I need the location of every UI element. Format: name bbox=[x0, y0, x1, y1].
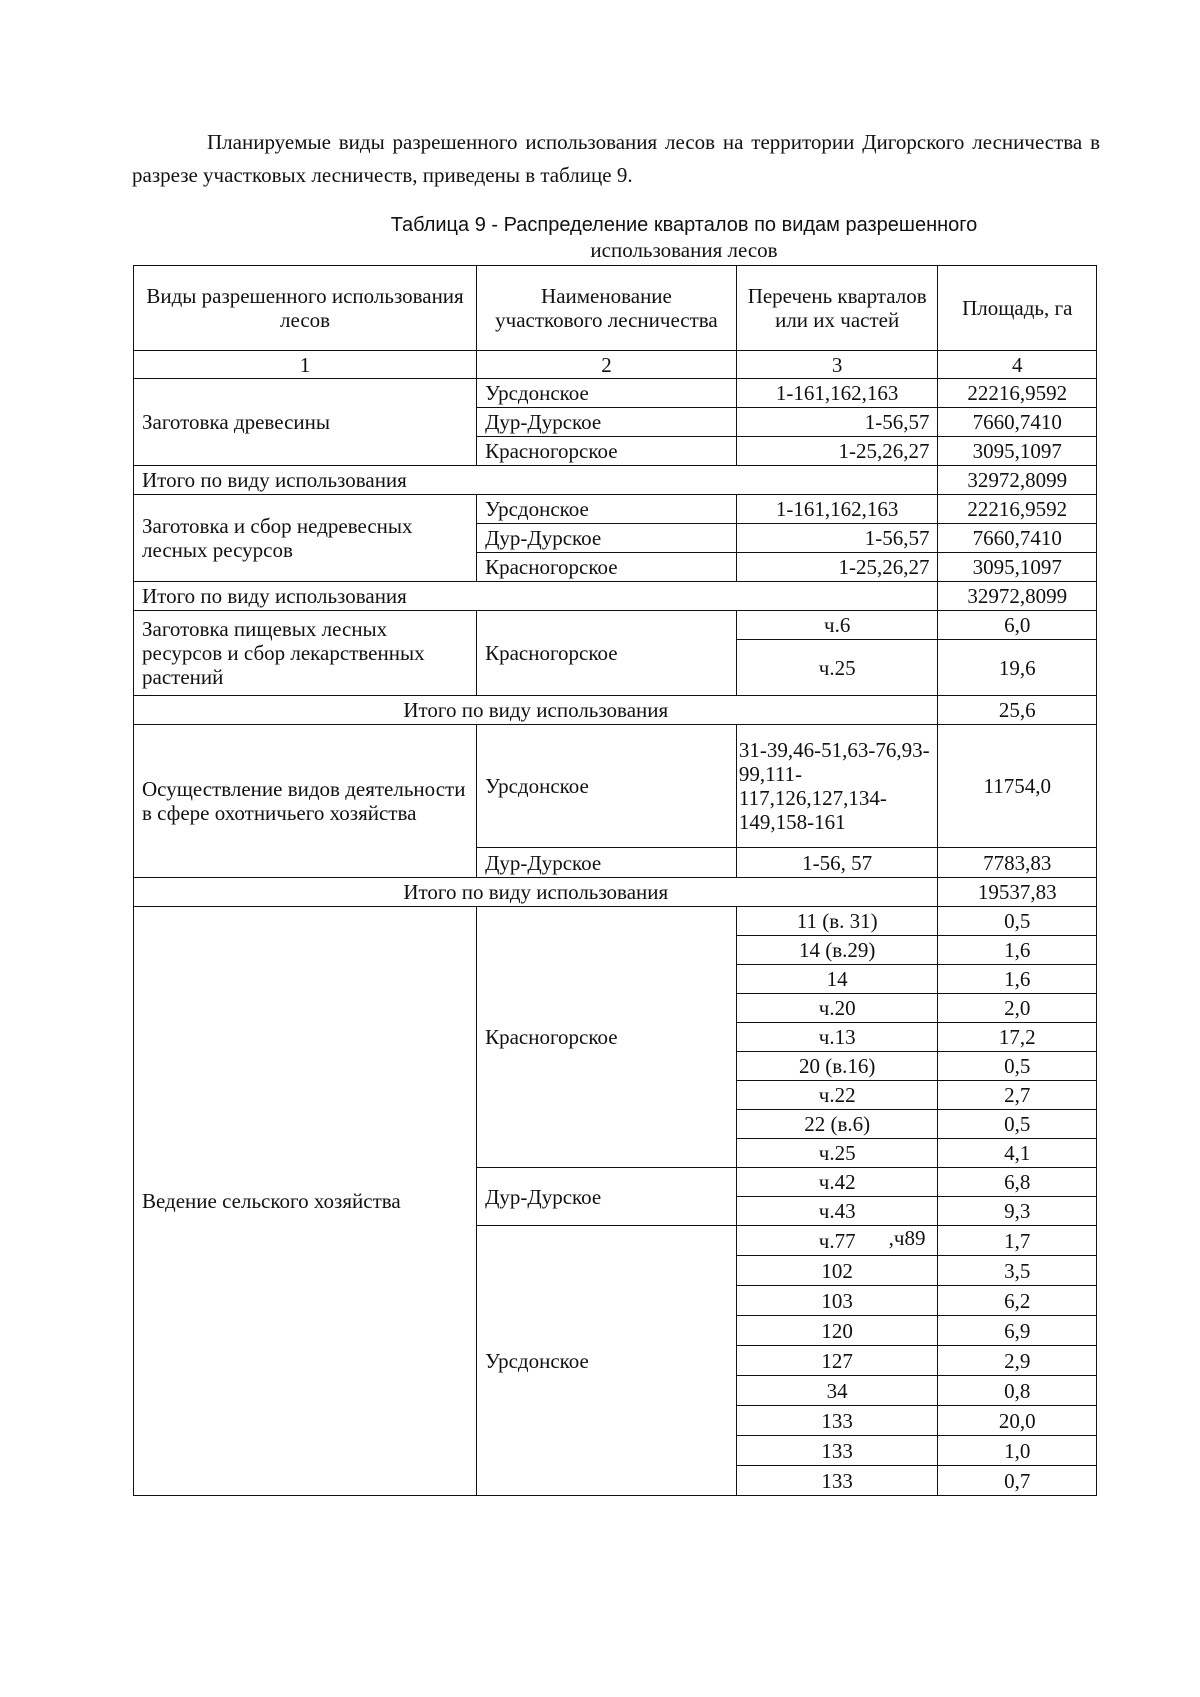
use-type-cell: Заготовка древесины bbox=[134, 379, 477, 466]
caption-prefix: Таблица 9 - bbox=[390, 214, 504, 236]
quarters-cell: 103 bbox=[736, 1286, 938, 1316]
quarters-cell: 1-161,162,163 bbox=[736, 379, 938, 408]
quarters-cell: 133 bbox=[736, 1406, 938, 1436]
area-cell: 22216,9592 bbox=[938, 495, 1097, 524]
total-value: 25,6 bbox=[938, 696, 1097, 725]
header-use-type: Виды разрешенного использования лесов bbox=[134, 266, 477, 351]
area-cell: 0,7 bbox=[938, 1466, 1097, 1496]
quarters-cell: 11 (в. 31) bbox=[736, 907, 938, 936]
caption-title-line1: Распределение кварталов по видам разрешенного bbox=[503, 214, 978, 236]
quarters-cell: 1-25,26,27 bbox=[736, 437, 938, 466]
total-value: 32972,8099 bbox=[938, 582, 1097, 611]
quarters-cell: ч.43 bbox=[736, 1197, 938, 1226]
quarters-cell: 1-56, 57 bbox=[736, 848, 938, 878]
area-cell: 22216,9592 bbox=[938, 379, 1097, 408]
forestry-cell: Красногорское bbox=[477, 611, 737, 696]
table-row bbox=[134, 725, 1097, 848]
total-value: 32972,8099 bbox=[938, 466, 1097, 495]
col-number: 2 bbox=[477, 351, 737, 379]
quarters-cell: 20 (в.16) bbox=[736, 1052, 938, 1081]
area-cell: 6,9 bbox=[938, 1316, 1097, 1346]
area-cell: 19,6 bbox=[938, 640, 1097, 696]
header-quarters: Перечень кварталов или их частей bbox=[736, 266, 938, 351]
quarters-cell: 127 bbox=[736, 1346, 938, 1376]
quarters-cell: 1-56,57 bbox=[736, 408, 938, 437]
forestry-cell: Красногорское bbox=[477, 553, 737, 582]
use-type-cell: Заготовка и сбор недревесных лесных ресурсов bbox=[134, 495, 477, 582]
forestry-cell: Урсдонское bbox=[477, 495, 737, 524]
area-cell: 9,3 bbox=[938, 1197, 1097, 1226]
quarters-cell: 1-161,162,163 bbox=[736, 495, 938, 524]
header-forestry: Наименование участкового лесничества bbox=[477, 266, 737, 351]
forestry-cell: Красногорское bbox=[477, 437, 737, 466]
area-cell: 11754,0 bbox=[938, 725, 1097, 848]
total-row bbox=[134, 696, 1097, 725]
quarters-cell: 102 bbox=[736, 1256, 938, 1286]
col-number: 3 bbox=[736, 351, 938, 379]
forestry-cell: Дур-Дурское bbox=[477, 408, 737, 437]
quarters-cell bbox=[736, 1226, 938, 1256]
quarters-cell: 14 (в.29) bbox=[736, 936, 938, 965]
total-label: Итого по виду использования bbox=[134, 878, 938, 907]
column-number-row bbox=[134, 351, 1097, 379]
area-cell: 1,6 bbox=[938, 965, 1097, 994]
area-cell: 1,0 bbox=[938, 1436, 1097, 1466]
total-label: Итого по виду использования bbox=[134, 696, 938, 725]
col-number: 1 bbox=[134, 351, 477, 379]
area-cell: 6,2 bbox=[938, 1286, 1097, 1316]
area-cell: 0,8 bbox=[938, 1376, 1097, 1406]
area-cell: 4,1 bbox=[938, 1139, 1097, 1168]
area-cell: 7660,7410 bbox=[938, 408, 1097, 437]
quarters-cell: 14 bbox=[736, 965, 938, 994]
quarters-cell: 133 bbox=[736, 1466, 938, 1496]
header-area: Площадь, га bbox=[938, 266, 1097, 351]
intro-paragraph: Планируемые виды разрешенного использования лесов на территории Дигорского лесничества в разрезе участковых лесничеств, приведены в таблице 9. bbox=[132, 130, 1100, 187]
table-header-row bbox=[134, 266, 1097, 351]
quarters-cell: 1-56,57 bbox=[736, 524, 938, 553]
table-caption bbox=[300, 212, 1068, 263]
quarters-cell: ч.25 bbox=[736, 1139, 938, 1168]
caption-title-line2: использования лесов bbox=[590, 238, 778, 262]
quarters-cell: ч.13 bbox=[736, 1023, 938, 1052]
area-cell: 1,7 bbox=[938, 1226, 1097, 1256]
total-label: Итого по виду использования bbox=[134, 466, 938, 495]
area-cell: 2,9 bbox=[938, 1346, 1097, 1376]
quarters-main: ч.77 bbox=[818, 1228, 856, 1253]
quarters-cell: ч.6 bbox=[736, 611, 938, 640]
area-cell: 2,0 bbox=[938, 994, 1097, 1023]
quarters-cell: ч.22 bbox=[736, 1081, 938, 1110]
col-number: 4 bbox=[938, 351, 1097, 379]
table-row bbox=[134, 379, 1097, 408]
area-cell: 20,0 bbox=[938, 1406, 1097, 1436]
area-cell: 17,2 bbox=[938, 1023, 1097, 1052]
forest-use-table bbox=[133, 265, 1097, 1496]
quarters-cell: 120 bbox=[736, 1316, 938, 1346]
area-cell: 0,5 bbox=[938, 1052, 1097, 1081]
forestry-cell: Дур-Дурское bbox=[477, 1168, 737, 1226]
area-cell: 3095,1097 bbox=[938, 437, 1097, 466]
quarters-cell: 31-39,46-51,63-76,93-99,111-117,126,127,134-149,158-161 bbox=[736, 725, 938, 848]
forestry-cell: Дур-Дурское bbox=[477, 848, 737, 878]
area-cell: 3,5 bbox=[938, 1256, 1097, 1286]
total-row bbox=[134, 466, 1097, 495]
forestry-cell: Урсдонское bbox=[477, 1226, 737, 1496]
area-cell: 6,0 bbox=[938, 611, 1097, 640]
use-type-cell: Осуществление видов деятельности в сфере охотничьего хозяйства bbox=[134, 725, 477, 878]
area-cell: 6,8 bbox=[938, 1168, 1097, 1197]
quarters-cell: 1-25,26,27 bbox=[736, 553, 938, 582]
table-row bbox=[134, 907, 1097, 936]
table-row bbox=[134, 495, 1097, 524]
table-row bbox=[134, 611, 1097, 640]
quarters-cell: 133 bbox=[736, 1436, 938, 1466]
use-type-cell: Ведение сельского хозяйства bbox=[134, 907, 477, 1496]
total-label: Итого по виду использования bbox=[134, 582, 938, 611]
quarters-suffix: ,ч89 bbox=[888, 1226, 926, 1250]
area-cell: 7783,83 bbox=[938, 848, 1097, 878]
quarters-cell: 34 bbox=[736, 1376, 938, 1406]
total-value: 19537,83 bbox=[938, 878, 1097, 907]
quarters-cell: ч.20 bbox=[736, 994, 938, 1023]
forestry-cell: Дур-Дурское bbox=[477, 524, 737, 553]
quarters-cell: ч.42 bbox=[736, 1168, 938, 1197]
use-type-cell: Заготовка пищевых лесных ресурсов и сбор лекарственных растений bbox=[134, 611, 477, 696]
total-row bbox=[134, 582, 1097, 611]
area-cell: 3095,1097 bbox=[938, 553, 1097, 582]
area-cell: 0,5 bbox=[938, 907, 1097, 936]
quarters-cell: ч.25 bbox=[736, 640, 938, 696]
quarters-cell: 22 (в.6) bbox=[736, 1110, 938, 1139]
forestry-cell: Урсдонское bbox=[477, 725, 737, 848]
forestry-cell: Урсдонское bbox=[477, 379, 737, 408]
area-cell: 1,6 bbox=[938, 936, 1097, 965]
total-row bbox=[134, 878, 1097, 907]
area-cell: 7660,7410 bbox=[938, 524, 1097, 553]
area-cell: 0,5 bbox=[938, 1110, 1097, 1139]
area-cell: 2,7 bbox=[938, 1081, 1097, 1110]
forestry-cell: Красногорское bbox=[477, 907, 737, 1168]
